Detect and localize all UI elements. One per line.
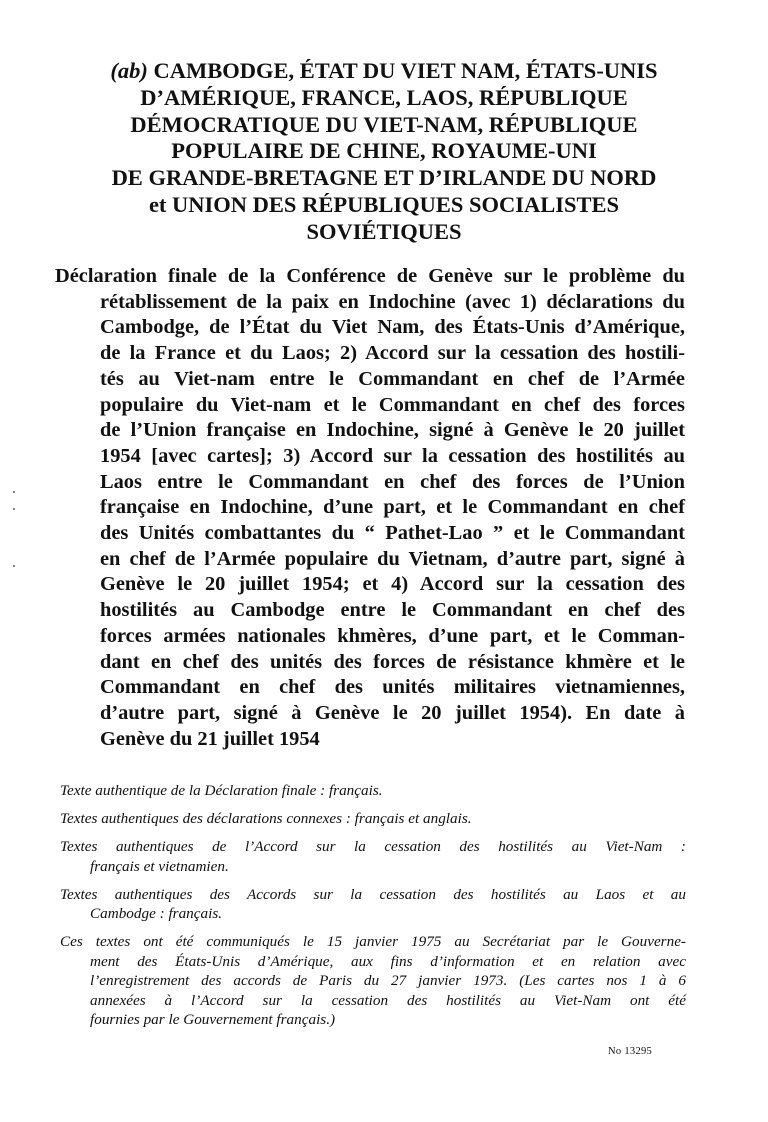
declaration-line: Commandant en chef des unités militaires vietnamiennes,	[100, 676, 685, 699]
declaration-line: forces armées nationales khmères, d’une part, et le Comman-	[100, 624, 685, 647]
heading-line: SOVIÉTIQUES	[306, 218, 462, 244]
margin-speck	[13, 491, 15, 493]
note-line: ment des États-Unis d’Amérique, aux fins d’information et en relation avec	[90, 952, 686, 970]
declaration-line: tés au Viet-nam entre le Commandant en chef de l’Armée	[100, 367, 685, 390]
registration-number: No 13295	[608, 1046, 653, 1057]
note-authentic-final-declaration	[60, 781, 686, 801]
note-communication	[60, 932, 686, 1030]
heading-line: DÉMOCRATIQUE DU VIET-NAM, RÉPUBLIQUE	[130, 111, 638, 137]
declaration-line: 1954 [avec cartes]; 3) Accord sur la cessation des hostilités au	[100, 444, 685, 467]
note-line: l’enregistrement des accords de Paris du 27 janvier 1973. (Les cartes nos 1 à 6	[90, 972, 686, 989]
declaration-line: de l’Union française en Indochine, signé à Genève le 20 juillet	[100, 419, 685, 442]
declaration-line: populaire du Viet-nam et le Commandant en chef des forces	[100, 393, 685, 416]
note-line: Textes authentiques des Accords sur la cessation des hostilités au Laos et au	[60, 885, 686, 903]
heading-line: et UNION DES RÉPUBLIQUES SOCIALISTES	[148, 191, 620, 217]
note-line: annexées à l’Accord sur la cessation des hostilités au Viet-Nam ont été	[90, 991, 686, 1009]
heading-line: POPULAIRE DE CHINE, ROYAUME-UNI	[171, 138, 597, 164]
document-heading	[60, 58, 708, 246]
note-line: français et vietnamien.	[90, 857, 229, 875]
heading-line	[60, 58, 708, 85]
note-authentic-related-declarations	[60, 809, 686, 829]
note-line: fournies par le Gouvernement français.)	[90, 1011, 336, 1028]
declaration-line: Genève le 20 juillet 1954; et 4) Accord sur la cessation des	[100, 573, 685, 596]
margin-speck	[13, 565, 15, 567]
note-authentic-laos-cambodia-agreements	[60, 885, 686, 924]
declaration-line: rétablissement de la paix en Indochine (avec 1) déclarations du	[100, 290, 685, 313]
margin-speck	[13, 508, 15, 510]
heading-prefix: (ab)	[110, 58, 148, 83]
authentic-texts-notes	[60, 781, 686, 1038]
declaration-line: hostilités au Cambodge entre le Commandant en chef des	[100, 599, 685, 622]
declaration-line: Genève du 21 juillet 1954	[100, 727, 320, 750]
declaration-line: d’autre part, signé à Genève le 20 juillet 1954). En date à	[100, 701, 685, 724]
declaration-line: Déclaration finale de la Conférence de Genève sur le problème du	[55, 265, 685, 287]
declaration-line: française en Indochine, d’une part, et le Commandant en chef	[100, 496, 685, 519]
declaration-title	[55, 264, 685, 752]
declaration-line: en chef de l’Armée populaire du Vietnam, d’autre part, signé à	[100, 547, 685, 570]
heading-line-text: CAMBODGE, ÉTAT DU VIET NAM, ÉTATS-UNIS	[147, 58, 658, 83]
note-line: Textes authentiques des déclarations connexes : français et anglais.	[60, 810, 472, 827]
note-line: Textes authentiques de l’Accord sur la cessation des hostilités au Viet-Nam :	[60, 838, 686, 855]
declaration-line: de la France et du Laos; 2) Accord sur la cessation des hostili-	[100, 342, 685, 365]
note-line: Texte authentique de la Déclaration finale : français.	[60, 782, 383, 799]
note-authentic-vietnam-agreement	[60, 837, 686, 876]
heading-line: D’AMÉRIQUE, FRANCE, LAOS, RÉPUBLIQUE	[140, 84, 628, 110]
declaration-line: Cambodge, de l’État du Viet Nam, des États-Unis d’Amérique,	[100, 316, 685, 339]
declaration-line: dant en chef des unités des forces de résistance khmère et le	[100, 650, 685, 673]
heading-line: DE GRANDE-BRETAGNE ET D’IRLANDE DU NORD	[111, 165, 657, 191]
note-line: Ces textes ont été communiqués le 15 janvier 1975 au Secrétariat par le Gouverne-	[60, 933, 686, 950]
declaration-line: des Unités combattantes du “ Pathet-Lao ” et le Commandant	[100, 522, 685, 545]
declaration-line: Laos entre le Commandant en chef des forces de l’Union	[100, 470, 685, 493]
note-line: Cambodge : français.	[90, 905, 223, 922]
